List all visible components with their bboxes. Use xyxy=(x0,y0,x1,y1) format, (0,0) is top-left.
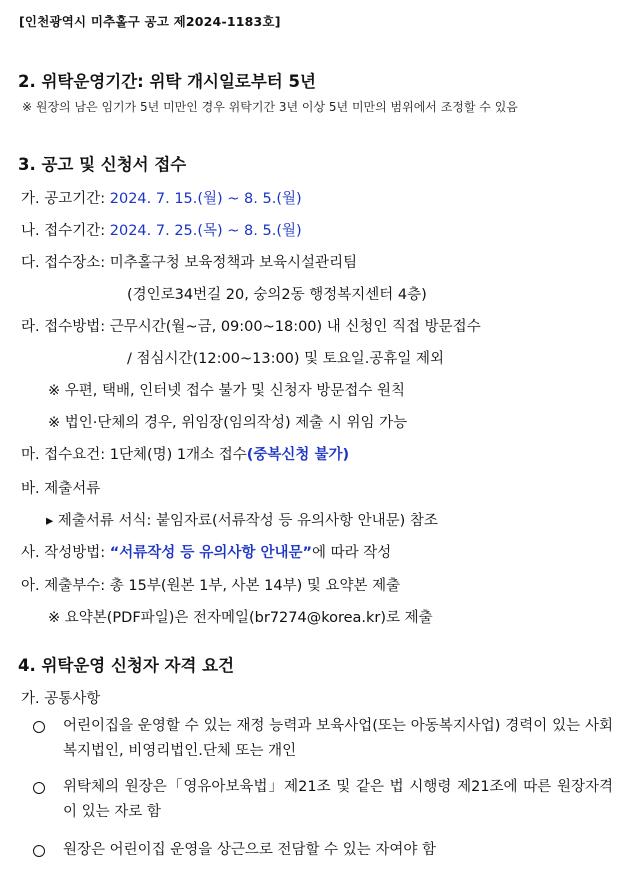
writing-method-guide: “서류작성 등 유의사항 안내문” xyxy=(109,545,313,561)
section-2-title: 2. 위탁운영기간: 위탁 개시일로부터 5년 xyxy=(18,72,316,91)
receipt-method-exception: / 점심시간(12:00~13:00) 및 토요일.공휴일 제외 xyxy=(127,351,445,367)
writing-method-label: 사. 작성방법: xyxy=(21,545,110,561)
section-3-title: 3. 공고 및 신청서 접수 xyxy=(18,155,187,174)
receipt-requirement-line xyxy=(21,443,349,464)
period-value: 2024. 7. 15.(월) ~ 8. 5.(월) xyxy=(109,191,302,207)
writing-method-line xyxy=(21,541,391,562)
circle-bullet-icon xyxy=(33,782,45,794)
section-4-title: 4. 위탁운영 신청자 자격 요건 xyxy=(18,656,235,675)
receipt-method-line: 라. 접수방법: 근무시간(월~금, 09:00~18:00) 내 신청인 직접 방문접수 xyxy=(21,319,481,335)
writing-method-tail: 에 따라 작성 xyxy=(312,545,392,561)
receipt-method-note-2: ※ 법인·단체의 경우, 위임장(임의작성) 제출 시 위임 가능 xyxy=(48,415,408,431)
period-label: 가. 공고기간: xyxy=(21,191,110,207)
section-2-note: ※ 원장의 남은 임기가 5년 미만인 경우 위탁기간 3년 이상 5년 미만의 범위에서 조정할 수 있음 xyxy=(22,100,518,114)
requirement-item: 어린이집을 운영할 수 있는 재정 능력과 보육사업(또는 아동복지사업) 경력이 있는 사회복지법인, 비영리법인.단체 또는 개인 xyxy=(63,714,613,764)
receipt-place-address: (경인로34번길 20, 숭의2동 행정복지센터 4층) xyxy=(127,287,427,303)
copies-line: 아. 제출부수: 총 15부(원본 1부, 사본 14부) 및 요약본 제출 xyxy=(21,578,401,594)
documents-form-item: ▸ 제출서류 서식: 붙임자료(서류작성 등 유의사항 안내문) 참조 xyxy=(46,513,438,529)
period-line xyxy=(21,187,302,208)
notice-number: [인천광역시 미추홀구 공고 제2024-1183호] xyxy=(19,14,281,29)
receipt-method-note-1: ※ 우편, 택배, 인터넷 접수 불가 및 신청자 방문접수 원칙 xyxy=(48,383,405,399)
circle-bullet-icon xyxy=(33,721,45,733)
receipt-requirement-label: 마. 접수요건: 1단체(명) 1개소 접수 xyxy=(21,447,247,463)
documents-heading: 바. 제출서류 xyxy=(21,481,101,497)
duplicate-warning: (중복신청 불가) xyxy=(246,447,350,463)
summary-email-note: ※ 요약본(PDF파일)은 전자메일(br7274@korea.kr)로 제출 xyxy=(48,610,433,626)
receipt-place-line: 다. 접수장소: 미추홀구청 보육정책과 보육시설관리팀 xyxy=(21,255,358,271)
receipt-period-label: 나. 접수기간: xyxy=(21,223,110,239)
requirement-item: 원장은 어린이집 운영을 상근으로 전담할 수 있는 자여야 함 xyxy=(63,838,613,863)
common-requirements-heading: 가. 공통사항 xyxy=(21,691,101,707)
requirement-item: 위탁체의 원장은「영유아보육법」제21조 및 같은 법 시행령 제21조에 따른 원장자격이 있는 자로 함 xyxy=(63,775,613,825)
circle-bullet-icon xyxy=(33,845,45,857)
receipt-period-value: 2024. 7. 25.(목) ~ 8. 5.(월) xyxy=(109,223,302,239)
receipt-period-line xyxy=(21,219,302,240)
